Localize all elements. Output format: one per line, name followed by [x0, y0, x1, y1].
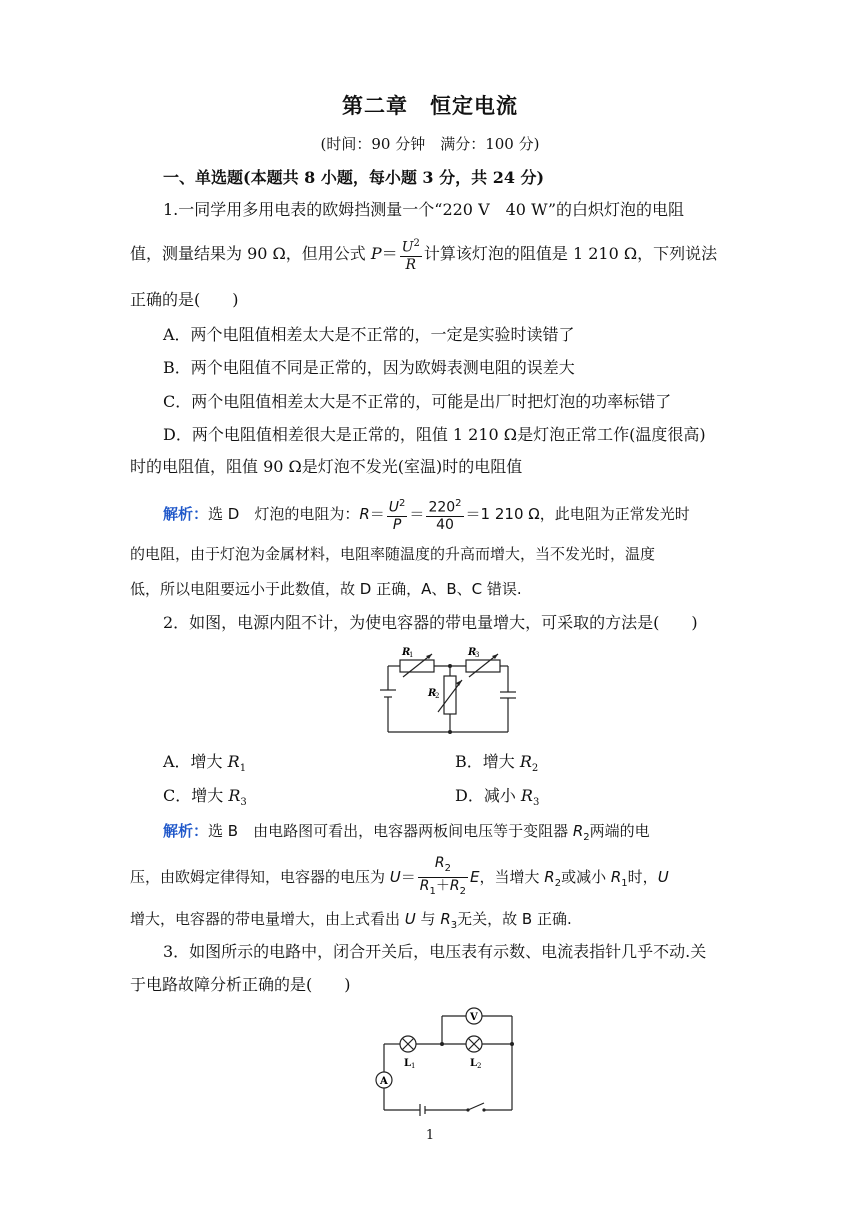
q1-option-a: A．两个电阻值相差太大是不正常的，一定是实验时读错了 — [163, 325, 575, 344]
q2-solution-line3: 增大，电容器的带电量增大，由上式看出 U 与 $R_3$无关，故 B 正确. — [130, 910, 572, 931]
q1-solution-line2: 的电阻，由于灯泡为金属材料，电阻率随温度的升高而增大，当不发光时，温度 — [130, 545, 656, 563]
svg-text:1: 1 — [411, 1062, 416, 1070]
q2-solution-line1: 解析：选 B 由电路图可看出，电容器两板间电压等于变阻器 $R_2$两端的电 — [163, 822, 650, 843]
svg-text:R: R — [402, 647, 411, 658]
q1-solution-line3: 低，所以电阻要远小于此数值，故 D 正确，A、B、C 错误. — [130, 580, 522, 598]
q2-solution-line2: 压，由欧姆定律得知，电容器的电压为 U＝ $\frac{R_2}{R_1+R_2}$ E，当增大 $R_2$或减小 $R_1$时，U — [130, 855, 669, 900]
page-title: 第二章 恒定电流 — [342, 93, 518, 118]
q1-power-formula: $\frac{U^2}{R}$ — [401, 238, 420, 273]
svg-text:R: R — [428, 688, 437, 699]
q2-option-b: B．增大 $R_2$ — [455, 752, 539, 775]
q1-option-d-line1: D．两个电阻值相差很大是正常的，阻值 1 210 Ω是灯泡正常工作(温度很高) — [163, 425, 706, 444]
q1-option-c: C．两个电阻值相差太大是不正常的，可能是出厂时把灯泡的功率标错了 — [163, 392, 672, 411]
q1-stem-line2: 值，测量结果为 90 Ω，但用公式 P＝ $\frac{U^2}{R}$ 计算该灯泡的阻值是 1 210 Ω，下列说法 — [130, 238, 718, 273]
q2-stem: 2．如图，电源内阻不计，为使电容器的带电量增大，可采取的方法是( ) — [163, 613, 698, 632]
svg-text:2: 2 — [477, 1062, 482, 1070]
q2-voltage-formula: $\frac{R_2}{R_1+R_2}$ — [419, 855, 466, 897]
q2-option-c: C．增大 $R_3$ — [163, 786, 247, 809]
svg-text:3: 3 — [475, 651, 480, 659]
q3-stem-line1: 3．如图所示的电路中，闭合开关后，电压表有示数、电流表指针几乎不动.关 — [163, 942, 707, 961]
q3-circuit-diagram — [370, 1004, 525, 1116]
q1-stem-line3: 正确的是( ) — [130, 290, 239, 309]
svg-text:1: 1 — [409, 651, 414, 659]
q2-circuit-diagram — [370, 642, 520, 738]
q1-option-b: B．两个电阻值不同是正常的，因为欧姆表测电阻的误差大 — [163, 358, 575, 377]
section-heading: 一、单选题(本题共 8 小题，每小题 3 分，共 24 分) — [163, 168, 545, 187]
svg-text:R: R — [468, 647, 477, 658]
solution-label: 解析： — [163, 822, 209, 840]
svg-text:L: L — [470, 1058, 478, 1069]
svg-text:V: V — [470, 1012, 478, 1023]
q1-solution-line1: 解析：选 D 灯泡的电阻为：R＝ $\frac{U^2}{P}$ ＝ $\frac{220^2}{40}$ ＝1 210 Ω，此电阻为正常发光时 — [163, 498, 690, 533]
q2-option-d: D．减小 $R_3$ — [455, 786, 540, 809]
q1-stem-line1: 1.一同学用多用电表的欧姆挡测量一个“220 V 40 W”的白炽灯泡的电阻 — [163, 200, 684, 219]
svg-text:L: L — [404, 1058, 412, 1069]
q1-option-d-line2: 时的电阻值，阻值 90 Ω是灯泡不发光(室温)时的电阻值 — [130, 457, 523, 476]
svg-text:2: 2 — [435, 692, 440, 700]
svg-text:A: A — [380, 1076, 388, 1087]
page-number: 1 — [425, 1128, 435, 1143]
q3-stem-line2: 于电路故障分析正确的是( ) — [130, 975, 351, 994]
exam-info: (时间：90 分钟 满分：100 分) — [320, 135, 540, 153]
solution-label: 解析： — [163, 504, 209, 523]
q2-option-a: A．增大 $R_1$ — [163, 752, 247, 775]
